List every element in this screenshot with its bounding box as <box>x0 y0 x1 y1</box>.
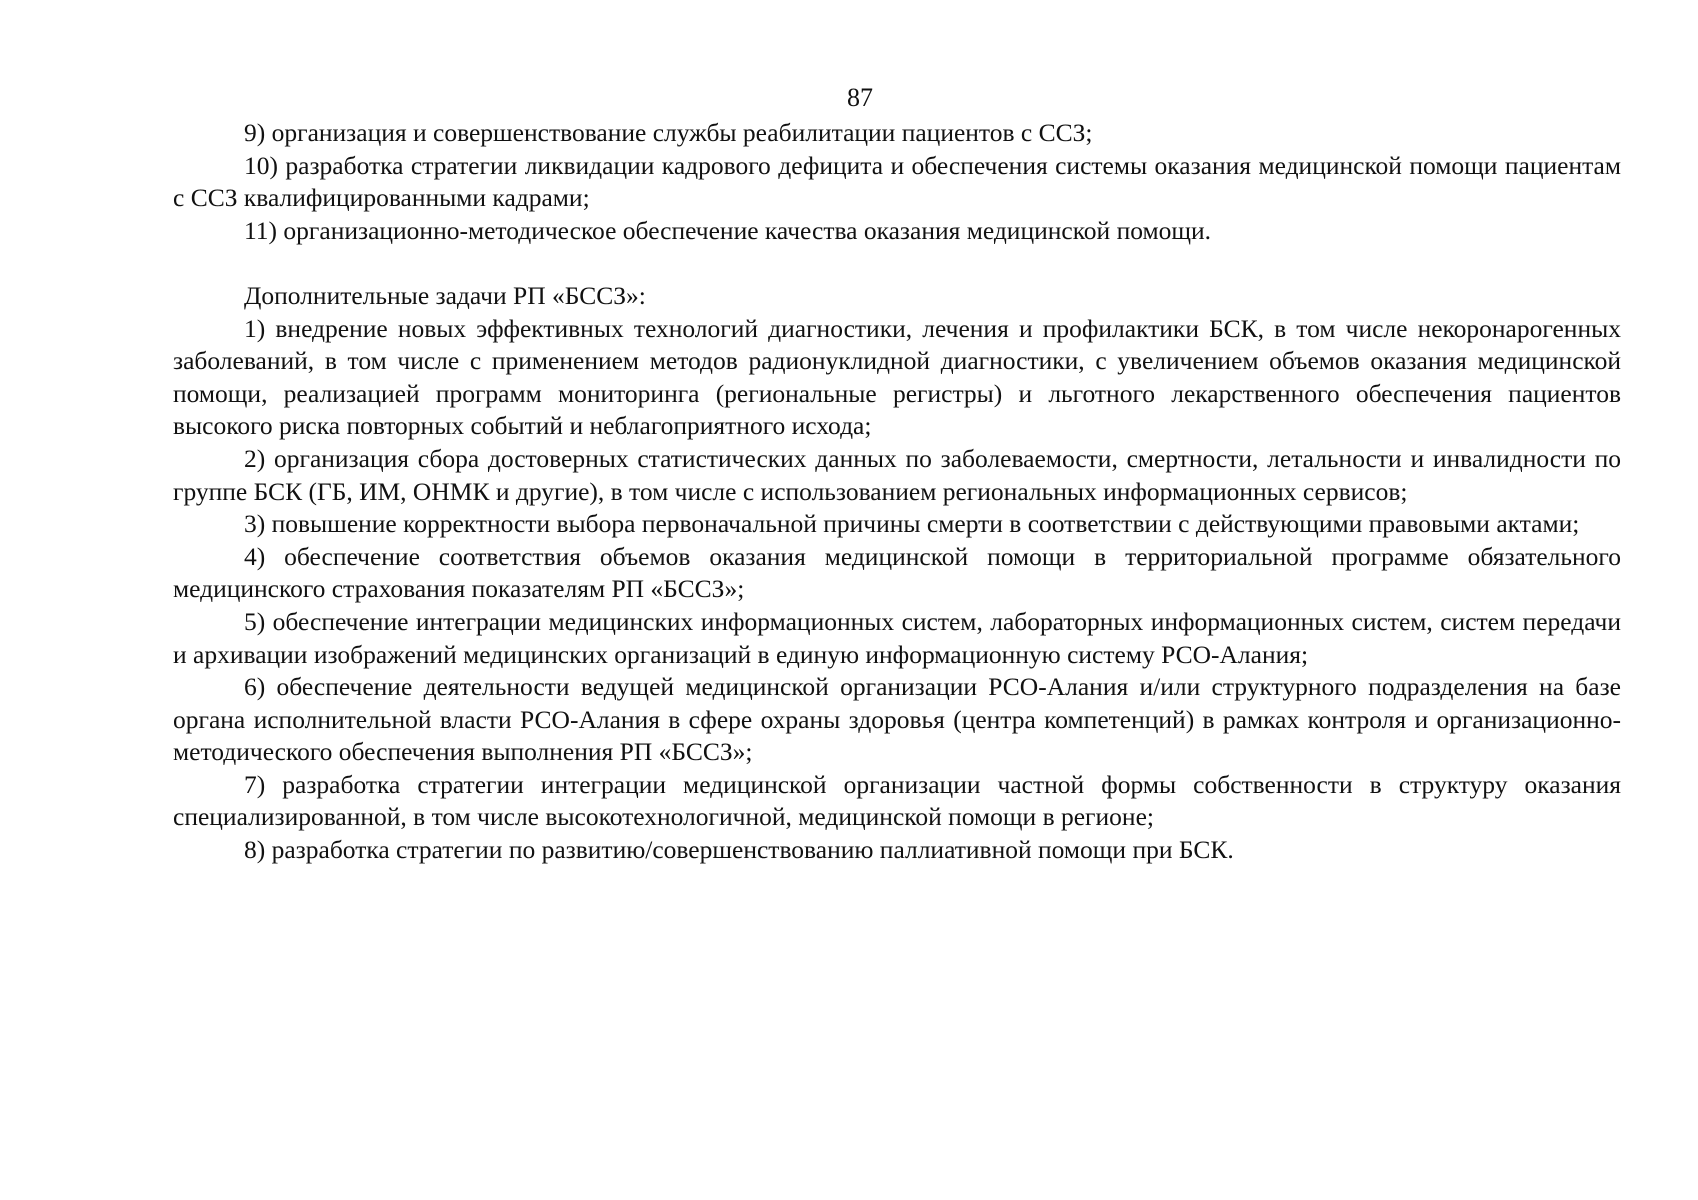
task-item-6: 6) обеспечение деятельности ведущей медицинской организации РСО-Алания и/или структурного подразделения на базе органа исполнительной власти РСО-Алания в сфере охраны здоровья (центра компетенций) в рамках контроля и организационно-методического обеспечения выполнения РП «БССЗ»; <box>173 672 1621 767</box>
paragraph-11: 11) организационно-методическое обеспечение качества оказания медицинской помощи. <box>244 215 1212 245</box>
task-item-3: 3) повышение корректности выбора первоначальной причины смерти в соответствии с действующими правовыми актами; <box>244 509 1580 539</box>
task-item-7: 7) разработка стратегии интеграции медицинской организации частной формы собственности в структуру оказания специализированной, в том числе высокотехнологичной, медицинской помощи в регионе; <box>173 769 1621 832</box>
paragraph-9: 9) организация и совершенствование службы реабилитации пациентов с ССЗ; <box>244 118 1093 147</box>
section-heading: Дополнительные задачи РП «БССЗ»: <box>244 280 646 310</box>
task-item-2: 2) организация сбора достоверных статистических данных по заболеваемости, смертности, летальности и инвалидности по группе БСК (ГБ, ИМ, ОНМК и другие), в том числе с использованием региональных информационных сервисов; <box>173 443 1621 506</box>
task-item-4: 4) обеспечение соответствия объемов оказания медицинской помощи в территориальной программе обязательного медицинского страхования показателям РП «БССЗ»; <box>173 541 1621 604</box>
task-item-8: 8) разработка стратегии по развитию/совершенствованию паллиативной помощи при БСК. <box>244 835 1234 865</box>
task-item-5: 5) обеспечение интеграции медицинских информационных систем, лабораторных информационных систем, систем передачи и архивации изображений медицинских организаций в единую информационную систему РСО-Алания; <box>173 606 1621 669</box>
page-number: 87 <box>847 83 873 112</box>
paragraph-10: 10) разработка стратегии ликвидации кадрового дефицита и обеспечения системы оказания медицинской помощи пациентам с ССЗ квалифицированными кадрами; <box>173 150 1621 213</box>
document-body <box>173 117 1621 867</box>
task-item-1: 1) внедрение новых эффективных технологий диагностики, лечения и профилактики БСК, в том числе некоронарогенных заболеваний, в том числе с применением методов радионуклидной диагностики, с увеличением объемов оказания медицинской помощи, реализацией программ мониторинга (региональные регистры) и льготного лекарственного обеспечения пациентов высокого риска повторных событий и неблагоприятного исхода; <box>173 313 1621 441</box>
paragraph-spacer <box>173 247 1621 280</box>
